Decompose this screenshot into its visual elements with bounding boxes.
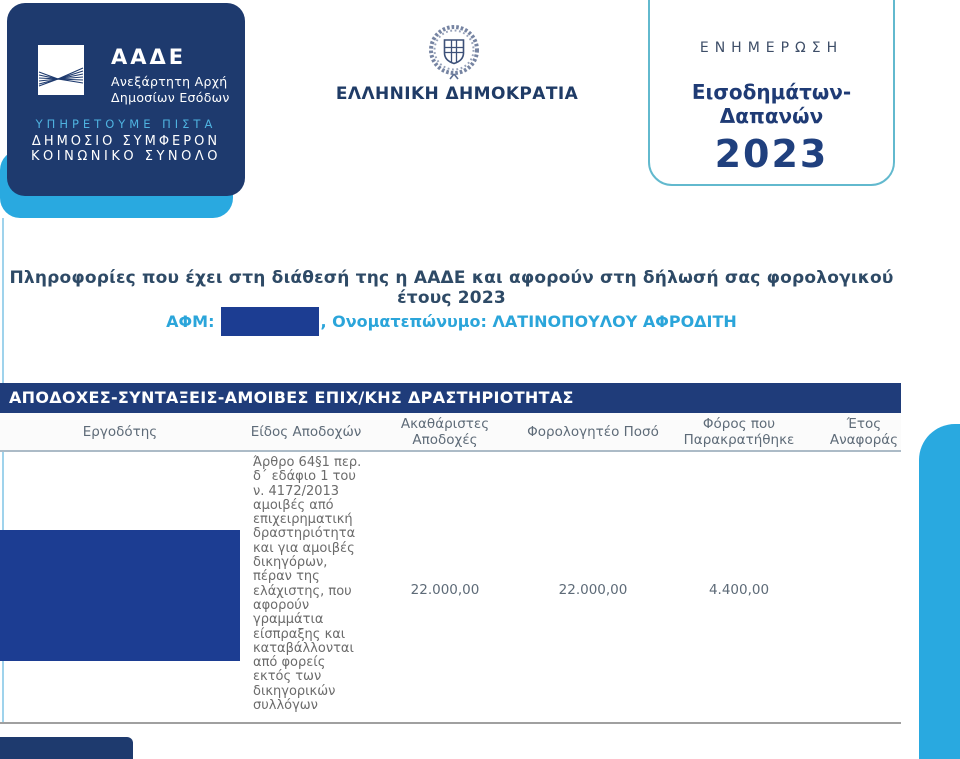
afm-redaction-box xyxy=(221,307,319,336)
table-section-title: ΑΠΟΔΟΧΕΣ-ΣΥΝΤΑΞΕΙΣ-ΑΜΟΙΒΕΣ ΕΠΙΧ/ΚΗΣ ΔΡΑΣΤΗΡΙΟΤΗΤΑΣ xyxy=(9,388,574,407)
info-box-subtitle: Εισοδημάτων-Δαπανών xyxy=(691,80,852,128)
afm-label: ΑΦΜ: xyxy=(166,311,215,331)
org-name-line2: Δημοσίων Εσόδων xyxy=(111,90,230,105)
taxable-amount-cell: 22.000,00 xyxy=(558,582,628,598)
greek-coat-of-arms-icon xyxy=(427,24,481,80)
column-header-reference-year: Έτος Αναφοράς xyxy=(829,416,899,448)
aade-motto xyxy=(7,117,245,164)
aade-acronym: ΑΑΔΕ xyxy=(111,45,187,69)
org-name-line1: Ανεξάρτητη Αρχή xyxy=(111,74,228,89)
info-box-title: ΕΝΗΜΕΡΩΣΗ xyxy=(699,40,844,56)
column-header-gross: Ακαθάριστες Αποδοχές xyxy=(400,416,490,448)
full-name-value: ΛΑΤΙΝΟΠΟΥΛΟΥ ΑΦΡΟΔΙΤΗ xyxy=(492,311,737,331)
income-type-cell: Άρθρο 64§1 περ. δ΄ εδάφιο 1 του ν. 4172/2013 αμοιβές από επιχειρηματική δραστηριότητα και για αμοιβές δικηγόρων, πέραν της ελάχιστης, που αφορούν γραμμάτια είσπραξης και καταβάλλονται από φορείς εκτός των δικηγορικών συλλόγων xyxy=(253,455,362,714)
motto-line1: ΥΠΗΡΕΤΟΥΜΕ ΠΙΣΤΑ xyxy=(35,117,217,131)
table-section-header xyxy=(0,383,901,413)
bottom-left-navy-bar xyxy=(0,737,133,759)
right-cyan-bar xyxy=(919,424,960,759)
column-header-tax-withheld: Φόρος που Παρακρατήθηκε xyxy=(683,416,795,448)
aade-logo-icon xyxy=(38,45,84,95)
gross-amount-cell: 22.000,00 xyxy=(410,582,480,598)
motto-line2: ΔΗΜΟΣΙΟ ΣΥΜΦΕΡΟΝ xyxy=(31,134,221,149)
column-header-employer: Εργοδότης xyxy=(82,423,158,440)
column-header-income-type: Είδος Αποδοχών xyxy=(250,423,362,440)
employer-redaction-box xyxy=(0,530,240,661)
intro-text: Πληροφορίες που έχει στη διάθεσή της η ΑΑΔΕ και αφορούν στη δήλωσή σας φορολογικού έτους 2023 xyxy=(9,268,894,308)
tax-withheld-cell: 4.400,00 xyxy=(708,582,770,598)
table-row-bottom-rule xyxy=(0,722,901,724)
aade-org-name xyxy=(111,74,230,106)
afm-name-line xyxy=(0,303,903,339)
info-box-year: 2023 xyxy=(714,132,829,176)
aade-logo-card xyxy=(7,3,245,196)
column-header-taxable: Φορολογητέο Ποσό xyxy=(527,423,659,440)
motto-line3: ΚΟΙΝΩΝΙΚΟ ΣΥΝΟΛΟ xyxy=(31,149,221,164)
republic-title: ΕΛΛΗΝΙΚΗ ΔΗΜΟΚΡΑΤΙΑ xyxy=(335,84,579,104)
name-label: , Ονοματεπώνυμο: xyxy=(320,311,487,331)
